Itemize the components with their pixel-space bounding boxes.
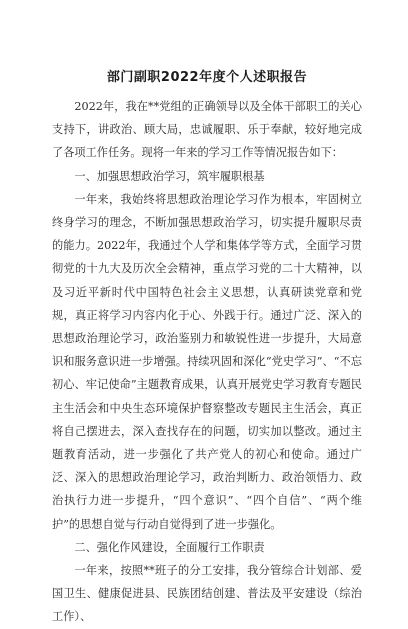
- section-heading-1: 一、加强思想政治学习，筑牢履职根基: [74, 169, 265, 183]
- section-1-paragraph: 一年来，我始终将思想政治理论学习作为根本，牢固树立终身学习的理念，不断加强思想政治学习，切实提升履职尽责的能力。2022年，我通过个人学和集体学等方式，全面学习贯彻党的十九大及历次全会精神，重点学习党的二十大精神，以及习近平新时代中国特色社会主义思想，认真研读党章和党规，真正将学习内容内化于心、外践于行。通过广泛、深入的思想政治理论学习，政治鉴别力和敏锐性进一步提升，大局意识和服务意识进一步增强。持续巩固和深化“党史学习”、“不忘初心、牢记使命”主题教育成果，认真开展党史学习教育专题民主生活会和中央生态环境保护督察整改专题民主生活会，真正将自己摆进去，深入查找存在的问题，切实加以整改。通过主题教育活动，进一步强化了共产党人的初心和使命。通过广泛、深入的思想政治理论学习，政治判断力、政治领悟力、政治执行力进一步提升，“四个意识”、“四个自信”、“两个维护”的思想自觉与行动自觉得到了进一步强化。: [52, 192, 362, 531]
- intro-paragraph: 2022年，我在**党组的正确领导以及全体干部职工的关心支持下，讲政治、顾大局，忠诚履职、乐于奉献，较好地完成了各项工作任务。现将一年来的学习工作等情况报告如下：: [52, 100, 362, 160]
- document-page: [52, 66, 362, 629]
- section-heading-2: 二、强化作风建设，全面履行工作职责: [74, 540, 265, 554]
- document-title: 部门副职2022年度个人述职报告: [106, 70, 308, 85]
- section-2-paragraph: 一年来，按照**班子的分工安排，我分管综合计划部、爱国卫生、健康促进县、民族团结创建、普法及平安建设（综治工作）、: [52, 564, 362, 624]
